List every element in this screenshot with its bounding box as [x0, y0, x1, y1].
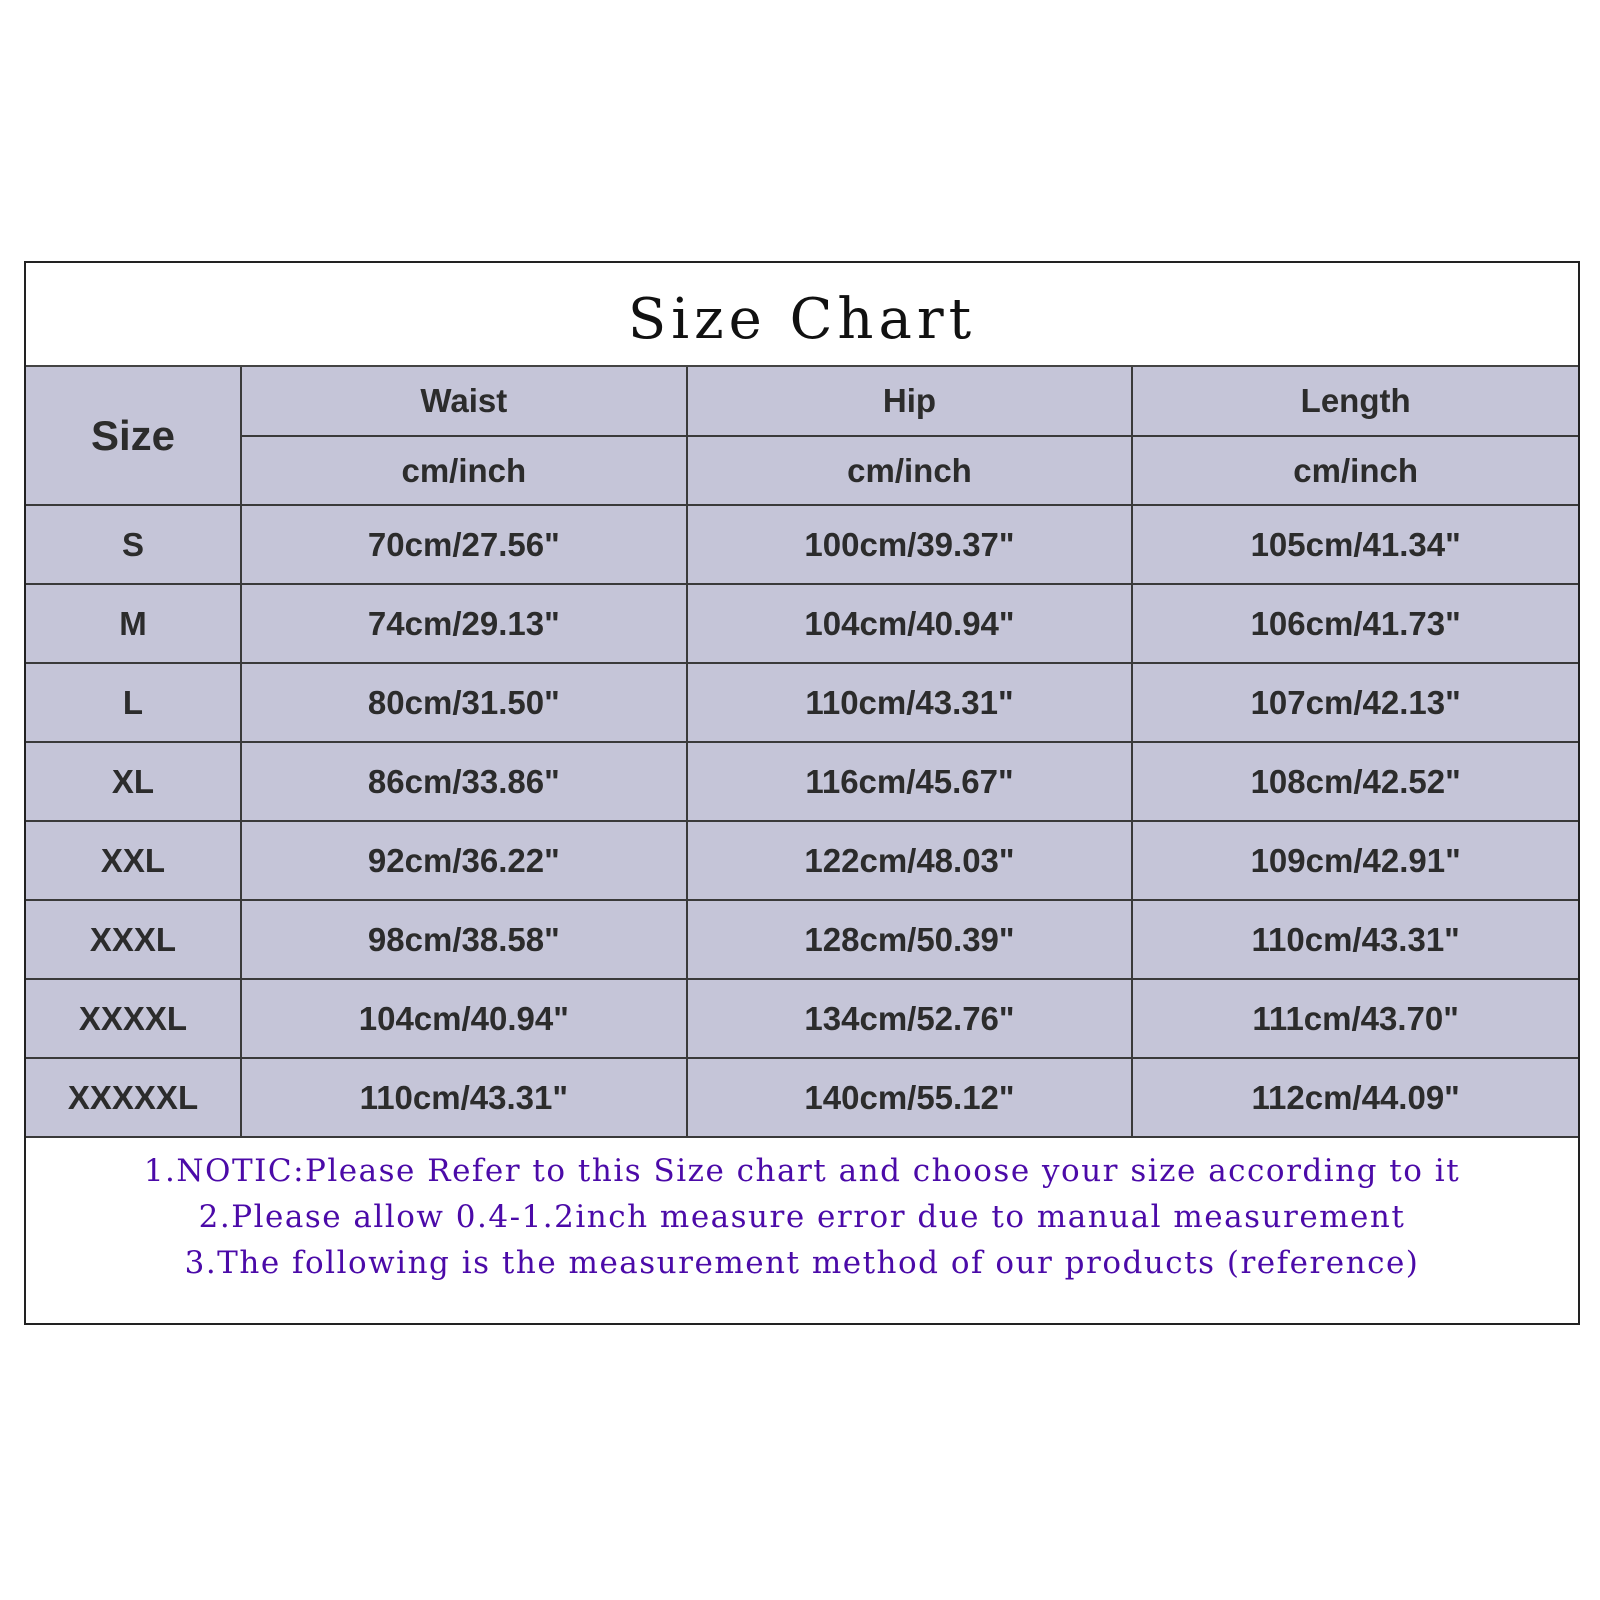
size-cell: XXXL — [26, 900, 241, 979]
size-cell: XL — [26, 742, 241, 821]
table-row — [26, 742, 1578, 821]
size-table — [26, 367, 1578, 1138]
table-row — [26, 584, 1578, 663]
hip-cell: 122cm/48.03" — [687, 821, 1133, 900]
size-chart-frame — [24, 261, 1580, 1325]
table-row — [26, 1058, 1578, 1137]
length-unit-header: cm/inch — [1132, 436, 1578, 505]
size-notes — [26, 1138, 1578, 1286]
waist-column-header: Waist — [241, 367, 687, 436]
length-cell: 106cm/41.73" — [1132, 584, 1578, 663]
hip-cell: 140cm/55.12" — [687, 1058, 1133, 1137]
length-cell: 107cm/42.13" — [1132, 663, 1578, 742]
hip-cell: 100cm/39.37" — [687, 505, 1133, 584]
size-cell: M — [26, 584, 241, 663]
chart-title: Size Chart — [26, 263, 1578, 367]
waist-cell: 70cm/27.56" — [241, 505, 687, 584]
length-cell: 108cm/42.52" — [1132, 742, 1578, 821]
hip-cell: 116cm/45.67" — [687, 742, 1133, 821]
length-cell: 112cm/44.09" — [1132, 1058, 1578, 1137]
size-cell: XXXXXL — [26, 1058, 241, 1137]
note-line: 3.The following is the measurement method of our products (reference) — [184, 1245, 1420, 1281]
hip-column-header: Hip — [687, 367, 1133, 436]
length-cell: 105cm/41.34" — [1132, 505, 1578, 584]
size-column-header: Size — [26, 367, 241, 505]
waist-cell: 80cm/31.50" — [241, 663, 687, 742]
waist-cell: 92cm/36.22" — [241, 821, 687, 900]
hip-cell: 134cm/52.76" — [687, 979, 1133, 1058]
waist-cell: 74cm/29.13" — [241, 584, 687, 663]
note-line: 2.Please allow 0.4-1.2inch measure error due to manual measurement — [198, 1199, 1406, 1235]
hip-unit-header: cm/inch — [687, 436, 1133, 505]
size-cell: XXXXL — [26, 979, 241, 1058]
waist-unit-header: cm/inch — [241, 436, 687, 505]
table-row — [26, 900, 1578, 979]
size-cell: S — [26, 505, 241, 584]
hip-cell: 110cm/43.31" — [687, 663, 1133, 742]
table-row — [26, 663, 1578, 742]
waist-cell: 110cm/43.31" — [241, 1058, 687, 1137]
size-cell: XXL — [26, 821, 241, 900]
note-line: 1.NOTIC:Please Refer to this Size chart and choose your size according to it — [143, 1153, 1461, 1189]
size-cell: L — [26, 663, 241, 742]
table-row — [26, 505, 1578, 584]
waist-cell: 86cm/33.86" — [241, 742, 687, 821]
table-row — [26, 979, 1578, 1058]
waist-cell: 104cm/40.94" — [241, 979, 687, 1058]
length-cell: 109cm/42.91" — [1132, 821, 1578, 900]
table-row — [26, 821, 1578, 900]
length-cell: 110cm/43.31" — [1132, 900, 1578, 979]
waist-cell: 98cm/38.58" — [241, 900, 687, 979]
length-column-header: Length — [1132, 367, 1578, 436]
length-cell: 111cm/43.70" — [1132, 979, 1578, 1058]
hip-cell: 128cm/50.39" — [687, 900, 1133, 979]
hip-cell: 104cm/40.94" — [687, 584, 1133, 663]
